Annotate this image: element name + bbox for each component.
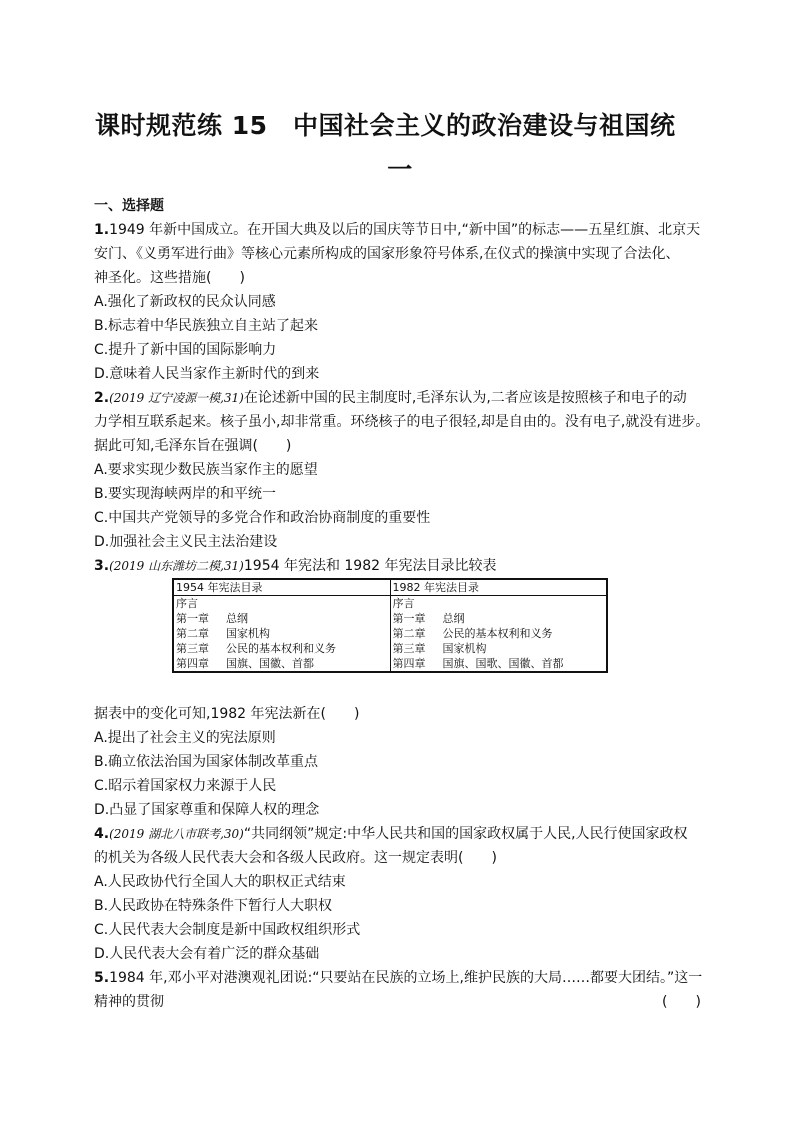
q2-line-1 xyxy=(94,388,687,408)
chapter-label: 第四章 xyxy=(176,657,209,670)
table-row xyxy=(393,626,605,641)
q2-text-1: 在论述新中国的民主制度时,毛泽东认为,二者应该是按照核子和电子的动 xyxy=(243,390,687,406)
title-line-1: 课时规范练 15 中国社会主义的政治建设与祖国统 xyxy=(95,111,676,140)
q5-text-1: 1984 年,邓小平对港澳观礼团说:“只要站在民族的立场上,维护民族的大局……都要大团结。”这一 xyxy=(109,970,703,986)
chapter-title: 公民的基本权利和义务 xyxy=(226,642,336,655)
q2-source: (2019 辽宁凌源一模,31) xyxy=(109,391,244,405)
q1-option-b: B.标志着中华民族独立自主站了起来 xyxy=(94,318,319,334)
q4-line-1 xyxy=(94,824,688,844)
chapter-label: 第二章 xyxy=(392,627,426,640)
title-line-2: 一 xyxy=(387,155,413,184)
q5-line-2: 精神的贯彻 xyxy=(94,994,164,1010)
q5-line-1 xyxy=(94,968,702,988)
table-body-row xyxy=(173,596,607,673)
q2-option-d: D.加强社会主义民主法治建设 xyxy=(94,534,278,550)
q2-option-b: B.要实现海峡两岸的和平统一 xyxy=(94,486,277,502)
q3-option-d: D.凸显了国家尊重和保障人权的理念 xyxy=(94,802,320,818)
chapter-title: 总纲 xyxy=(226,612,248,625)
q4-line-2: 的机关为各级人民代表大会和各级人民政府。这一规定表明( ) xyxy=(94,850,497,866)
table-header-1982: 1982 年宪法目录 xyxy=(390,579,607,596)
q1-line-2: 安门、《义勇军进行曲》等核心元素所构成的国家形象符号体系,在仪式的操演中实现了合法化、 xyxy=(94,246,680,262)
q3-line-1 xyxy=(94,556,496,576)
q5-number: 5. xyxy=(94,970,110,986)
q3-stem: 据表中的变化可知,1982 年宪法新在( ) xyxy=(94,706,360,722)
table-row xyxy=(176,626,388,641)
q4-option-c: C.人民代表大会制度是新中国政权组织形式 xyxy=(94,922,361,938)
table-row xyxy=(393,641,605,656)
table-row xyxy=(176,611,388,626)
q2-number: 2. xyxy=(94,390,110,406)
table-col-1982 xyxy=(390,596,607,673)
chapter-title: 国旗、国徽、首都 xyxy=(226,657,314,670)
q3-text-1: 1954 年宪法和 1982 年宪法目录比较表 xyxy=(243,558,497,574)
chapter-title: 国家机构 xyxy=(442,642,487,655)
q3-option-a: A.提出了社会主义的宪法原则 xyxy=(94,730,276,746)
q4-text-1: “共同纲领”规定:中华人民共和国的国家政权属于人民,人民行使国家政权 xyxy=(243,826,688,842)
table-row xyxy=(393,611,605,626)
q3-number: 3. xyxy=(94,558,110,574)
q2-line-2: 力学相互联系起来。核子虽小,却非常重。环绕核子的电子很轻,却是自由的。没有电子,就没有进步。 xyxy=(94,414,710,430)
q1-line-1 xyxy=(94,220,700,240)
q1-option-c: C.提升了新中国的国际影响力 xyxy=(94,342,277,358)
q4-number: 4. xyxy=(94,826,110,842)
q4-option-d: D.人民代表大会有着广泛的群众基础 xyxy=(94,946,320,962)
chapter-label: 第一章 xyxy=(176,612,209,625)
chapter-title: 总纲 xyxy=(442,612,465,625)
section-heading: 一、选择题 xyxy=(94,198,164,214)
q1-number: 1. xyxy=(94,222,110,238)
chapter-label: 第三章 xyxy=(392,642,426,655)
table-header-1954: 1954 年宪法目录 xyxy=(173,579,390,596)
q1-option-d: D.意味着人民当家作主新时代的到来 xyxy=(94,366,320,382)
q1-option-a: A.强化了新政权的民众认同感 xyxy=(94,294,276,310)
page-title xyxy=(95,104,705,192)
chapter-label: 序言 xyxy=(176,597,198,610)
table-row xyxy=(393,596,605,611)
table-row xyxy=(176,656,388,671)
chapter-label: 第一章 xyxy=(392,612,426,625)
chapter-label: 序言 xyxy=(392,597,415,610)
table-header-row xyxy=(173,579,607,596)
q1-text-1: 1949 年新中国成立。在开国大典及以后的国庆等节日中,“新中国”的标志——五星红旗、北京天 xyxy=(109,222,701,238)
q4-option-a: A.人民政协代行全国人大的职权正式结束 xyxy=(94,874,346,890)
q1-line-3: 神圣化。这些措施( ) xyxy=(94,270,245,286)
table-col-1954 xyxy=(173,596,390,673)
q3-option-c: C.昭示着国家权力来源于人民 xyxy=(94,778,277,794)
table-row xyxy=(176,641,388,656)
q4-source: (2019 湖北八市联考,30) xyxy=(109,827,244,841)
chapter-label: 第二章 xyxy=(176,627,209,640)
chapter-label: 第四章 xyxy=(392,657,426,670)
constitution-comparison-table xyxy=(172,578,608,673)
chapter-title: 国家机构 xyxy=(226,627,270,640)
table-row xyxy=(393,656,605,671)
table-row xyxy=(176,596,388,611)
chapter-label: 第三章 xyxy=(176,642,209,655)
q5-answer-paren: ( ) xyxy=(662,994,701,1010)
q3-option-b: B.确立依法治国为国家体制改革重点 xyxy=(94,754,319,770)
q4-option-b: B.人民政协在特殊条件下暂行人大职权 xyxy=(94,898,333,914)
q2-line-3: 据此可知,毛泽东旨在强调( ) xyxy=(94,438,292,454)
chapter-title: 国旗、国歌、国徽、首都 xyxy=(442,657,564,670)
chapter-title: 公民的基本权利和义务 xyxy=(442,627,553,640)
q2-option-a: A.要求实现少数民族当家作主的愿望 xyxy=(94,462,318,478)
q2-option-c: C.中国共产党领导的多党合作和政治协商制度的重要性 xyxy=(94,510,431,526)
q3-source: (2019 山东潍坊二模,31) xyxy=(109,559,244,573)
